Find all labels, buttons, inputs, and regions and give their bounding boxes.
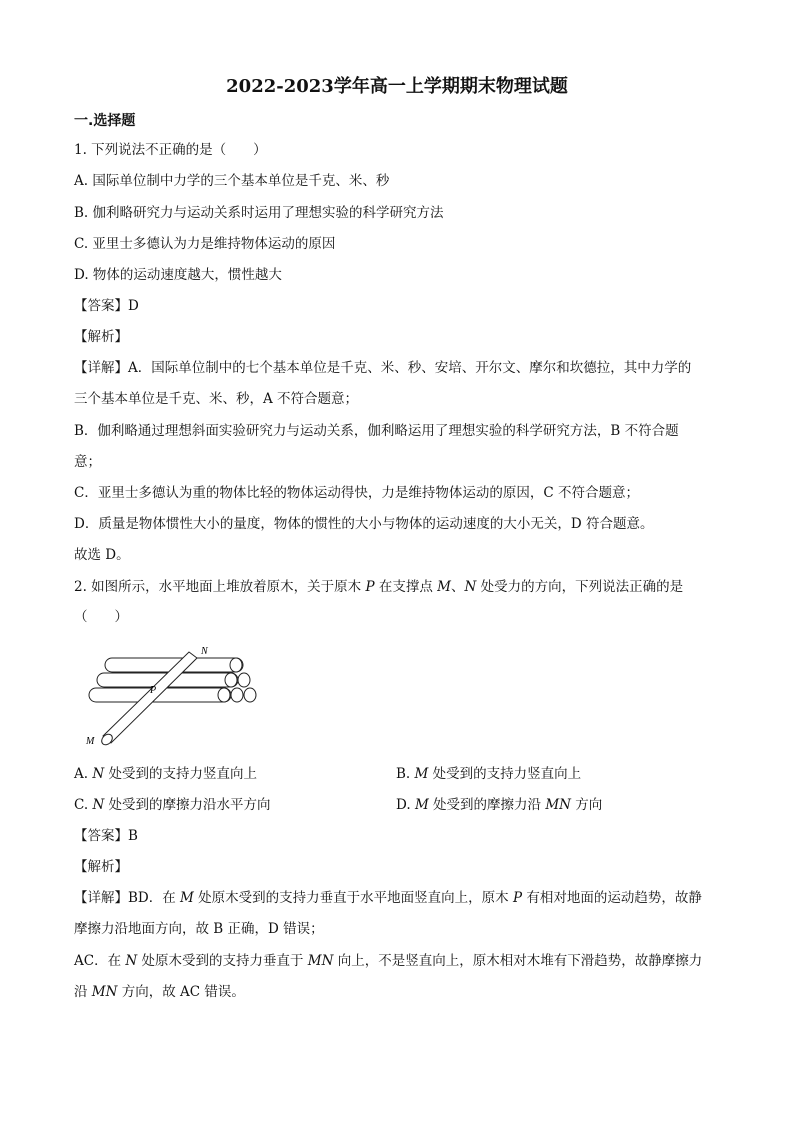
q1-detail-line-5: C．亚里士多德认为重的物体比轻的物体运动得快，力是维持物体运动的原因，C 不符合题意； [74, 485, 639, 501]
answer-value: D [128, 298, 139, 314]
detail-text: 处原木受到的支持力垂直于水平地面竖直向上，原木 [193, 890, 513, 906]
var-m: M [414, 797, 429, 813]
q2-stem-text: 处受力的方向，下列说法正确的是 [476, 579, 684, 595]
option-text: 处受到的支持力竖直向上 [104, 766, 257, 782]
detail-text: 向上，不是竖直向上，原木相对木堆有下滑趋势，故静摩擦力 [333, 953, 703, 969]
label-n: N [201, 646, 208, 657]
q2-stem-text: 、 [450, 579, 465, 595]
q2-stem-text: 2. 如图所示，水平地面上堆放着原木，关于原木 [74, 579, 366, 595]
q2-option-a [74, 765, 257, 783]
option-prefix: B. [396, 766, 415, 782]
detail-tag: 【详解】 [74, 360, 128, 376]
option-prefix: D. [396, 797, 415, 813]
log-end [231, 688, 243, 702]
answer-value: B [128, 828, 138, 844]
q2-option-b [396, 765, 581, 783]
q1-option-d: D. 物体的运动速度越大，惯性越大 [74, 267, 282, 283]
q2-detail-line-2: 摩擦力沿地面方向，故 B 正确，D 错误； [74, 921, 324, 937]
section-heading: 一.选择题 [74, 113, 136, 129]
answer-tag: 【答案】 [74, 828, 128, 844]
q1-answer [74, 297, 139, 315]
label-p: P [150, 685, 157, 696]
q2-detail-line-4 [74, 983, 245, 1001]
detail-text: A．国际单位制中的七个基本单位是千克、米、秒、安培、开尔文、摩尔和坎德拉，其中力学的 [128, 360, 692, 376]
var-mn: MN [307, 953, 334, 969]
q2-detail-line-3 [74, 952, 702, 970]
page-title: 2022-2023学年高一上学期期末物理试题 [226, 76, 568, 97]
q1-detail-line-3: B．伽利略通过理想斜面实验研究力与运动关系，伽利略运用了理想实验的科学研究方法，B 不符合题 [74, 423, 679, 439]
q1-detail-line-4: 意； [74, 454, 101, 470]
detail-text: AC．在 [74, 953, 126, 969]
detail-text: BD．在 [128, 890, 181, 906]
q2-option-c [74, 796, 271, 814]
q2-stem-text: 在支撑点 [374, 579, 438, 595]
var-n: N [92, 797, 105, 813]
var-n: N [92, 766, 105, 782]
q1-option-c: C. 亚里士多德认为力是维持物体运动的原因 [74, 236, 336, 252]
log-end [218, 688, 230, 702]
var-n: N [464, 579, 477, 595]
option-text: 处受到的摩擦力沿水平方向 [104, 797, 271, 813]
label-m: M [86, 736, 95, 747]
q1-option-b: B. 伽利略研究力与运动关系时运用了理想实验的科学研究方法 [74, 205, 444, 221]
logs-figure [84, 640, 269, 750]
option-text: 处受到的支持力竖直向上 [428, 766, 582, 782]
var-m: M [414, 766, 429, 782]
detail-text: 处原木受到的支持力垂直于 [137, 953, 308, 969]
q1-detail-line-1 [74, 359, 691, 377]
q1-detail-line-6: D．质量是物体惯性大小的量度，物体的惯性的大小与物体的运动速度的大小无关，D 符合题意。 [74, 516, 654, 532]
q2-answer [74, 827, 138, 845]
var-mn: MN [91, 984, 118, 1000]
option-text: 方向 [571, 797, 603, 813]
var-m: M [180, 890, 194, 906]
var-p: P [512, 890, 523, 906]
var-p: P [365, 579, 375, 595]
detail-text: 有相对地面的运动趋势，故静 [522, 890, 702, 906]
q2-stem-line-2: （ ） [74, 609, 128, 625]
var-n: N [125, 953, 138, 969]
detail-tag: 【详解】 [74, 890, 128, 906]
q2-option-d [396, 796, 602, 814]
option-text: 处受到的摩擦力沿 [428, 797, 546, 813]
q1-detail-line-7: 故选 D。 [74, 547, 130, 563]
q1-detail-line-2: 三个基本单位是千克、米、秒，A 不符合题意； [74, 391, 359, 407]
detail-text: 方向，故 AC 错误。 [117, 984, 245, 1000]
var-m: M [437, 579, 451, 595]
q1-analysis-tag: 【解析】 [74, 329, 128, 345]
log-end [230, 658, 242, 672]
q2-analysis-tag: 【解析】 [74, 859, 128, 875]
log-end [238, 673, 250, 687]
q1-option-a: A. 国际单位制中力学的三个基本单位是千克、米、秒 [74, 173, 390, 189]
q2-detail-line-1 [74, 889, 702, 907]
option-prefix: A. [74, 766, 93, 782]
q1-stem: 1. 下列说法不正确的是（ ） [74, 142, 267, 158]
q2-stem [74, 578, 683, 596]
answer-tag: 【答案】 [74, 298, 128, 314]
log-end [225, 673, 237, 687]
detail-text: 沿 [74, 984, 92, 1000]
option-prefix: C. [74, 797, 93, 813]
var-mn: MN [545, 797, 571, 813]
log-end [244, 688, 256, 702]
